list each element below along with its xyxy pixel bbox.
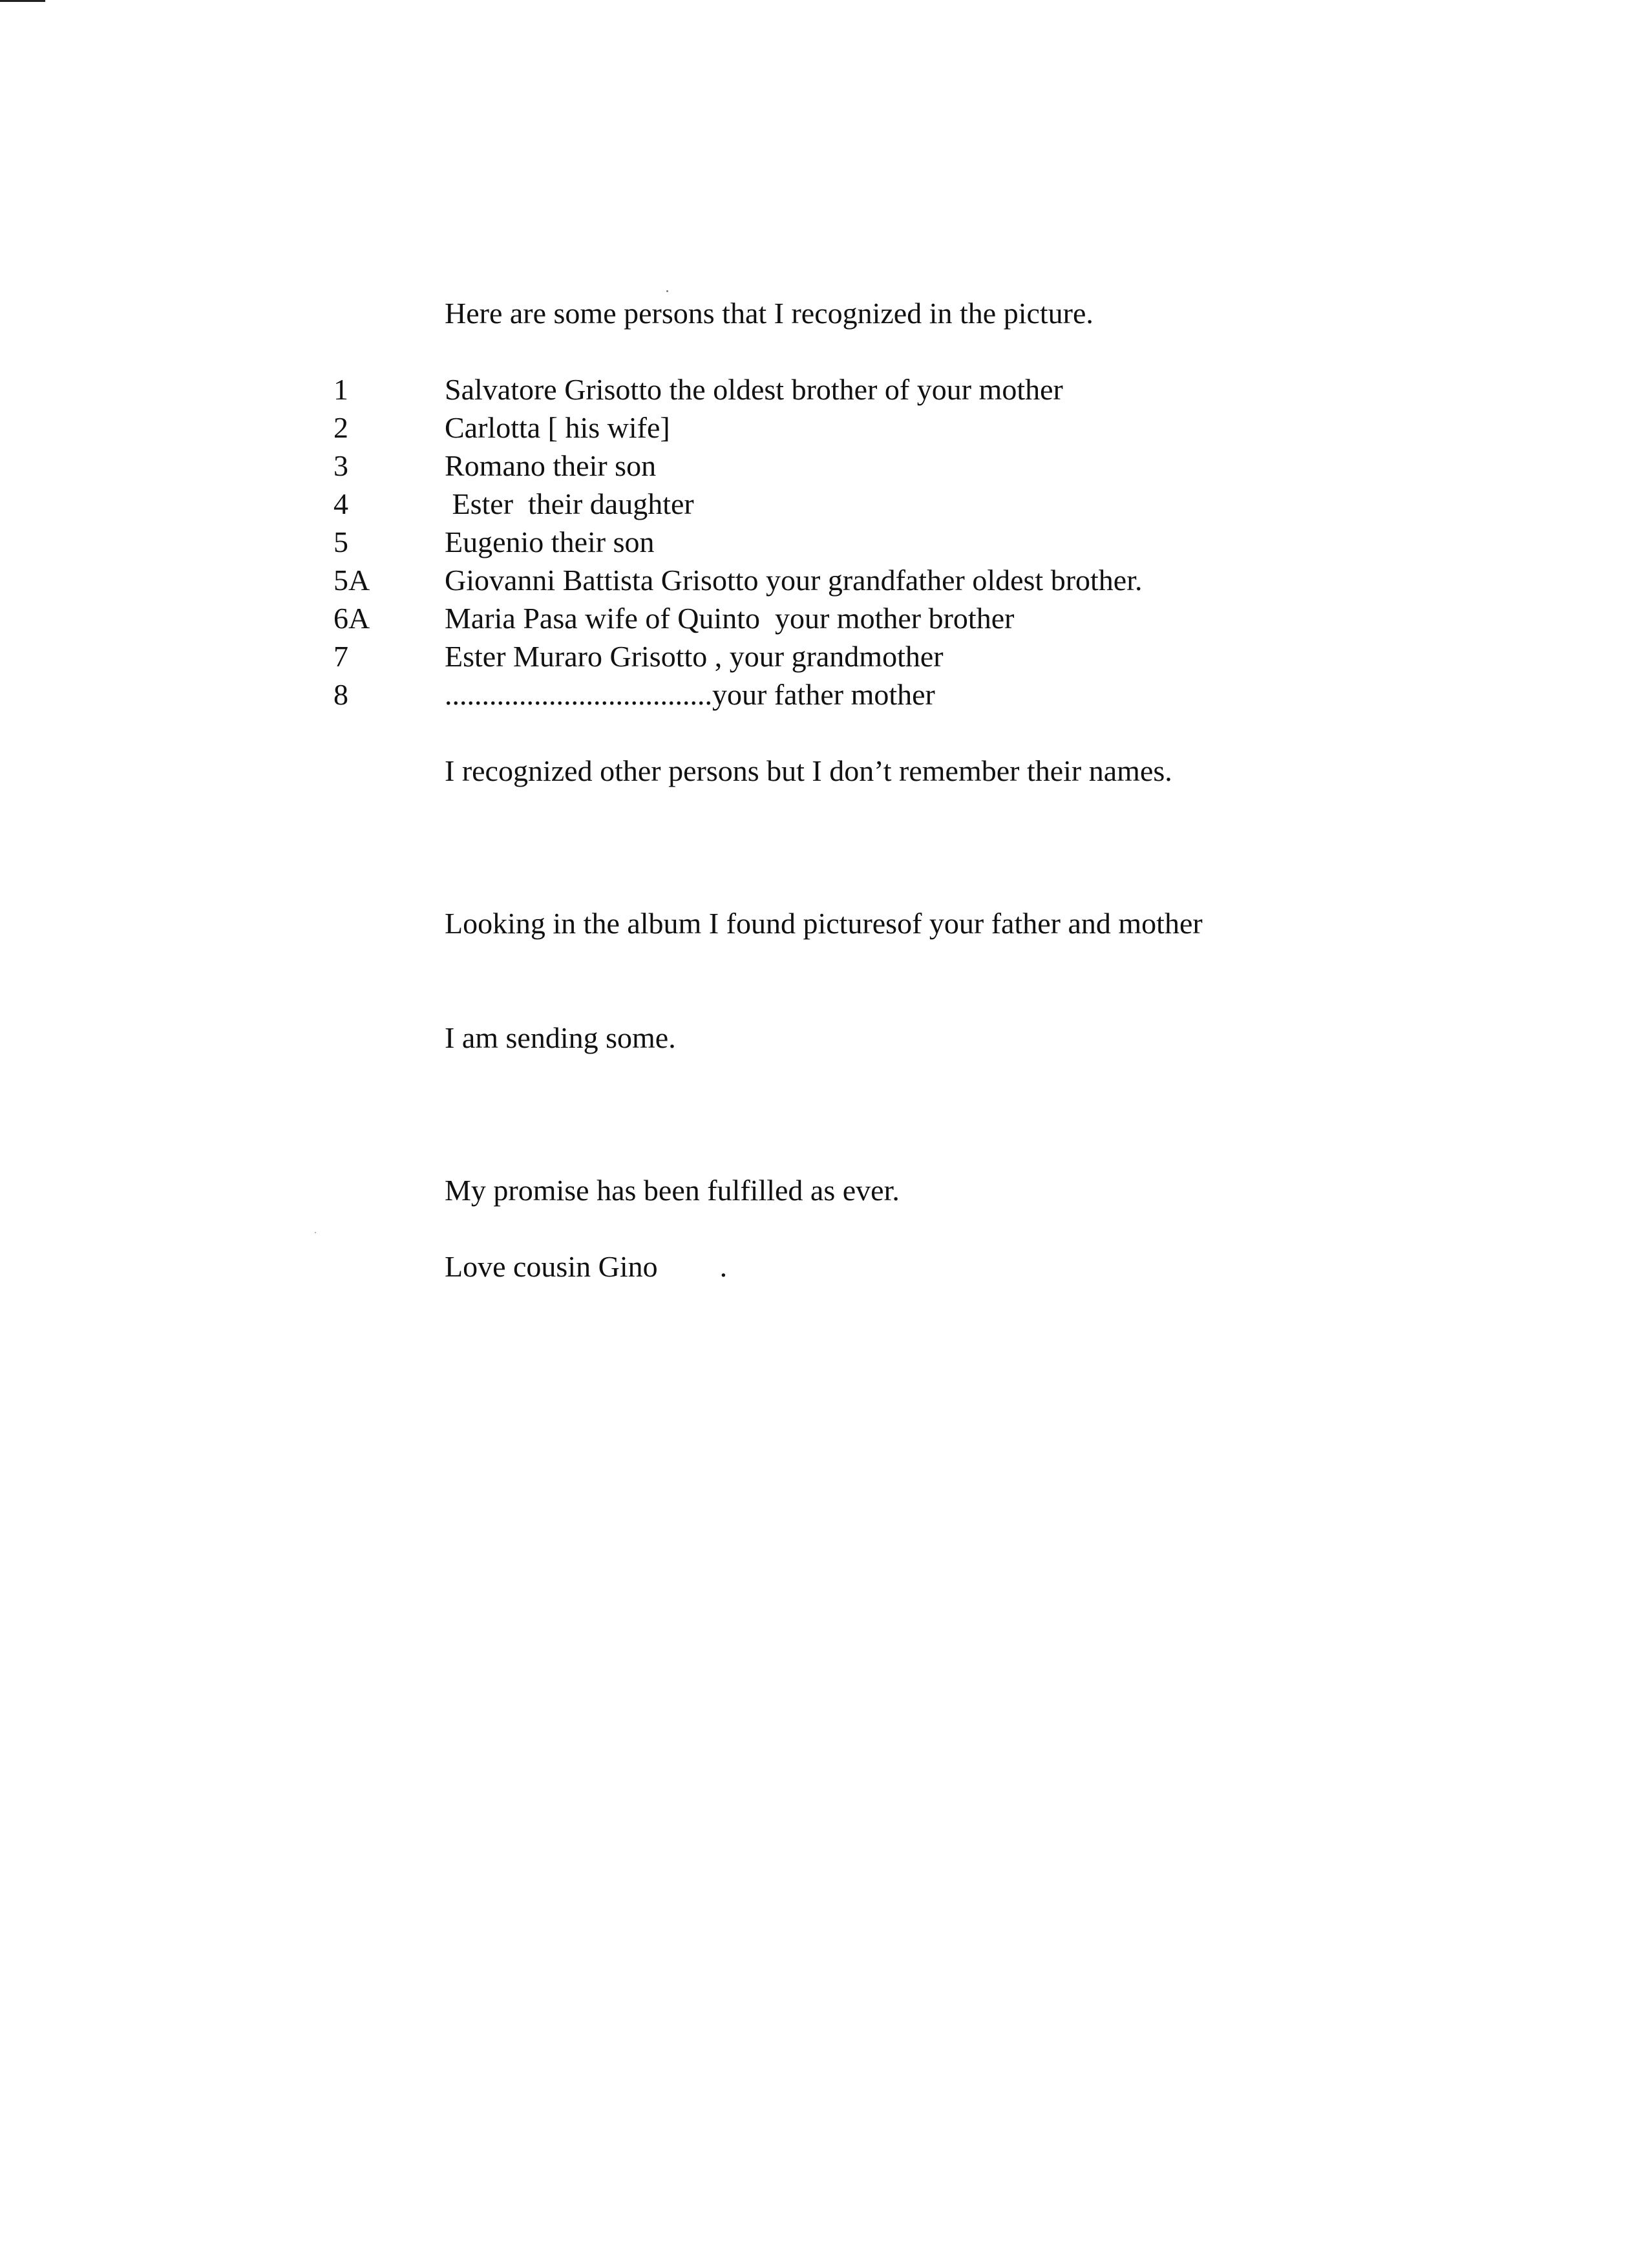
scan-speck — [666, 290, 668, 292]
list-item — [333, 675, 1368, 714]
scan-speck — [315, 1232, 316, 1233]
list-item-number: 7 — [333, 640, 348, 673]
other-persons-paragraph: I recognized other persons but I don’t remember their names. — [445, 754, 1172, 787]
list-item-text: ....................................your father mother — [445, 678, 935, 711]
list-item — [333, 370, 1368, 408]
promise-paragraph: My promise has been fulfilled as ever. — [445, 1174, 900, 1207]
list-item-number: 8 — [333, 678, 348, 711]
list-item-number: 1 — [333, 373, 348, 406]
list-item-number: 4 — [333, 487, 348, 520]
intro-paragraph: Here are some persons that I recognized in the picture. — [445, 297, 1093, 330]
list-item — [333, 599, 1368, 637]
album-paragraph-line: Looking in the album I found picturesof your father and mother — [445, 907, 1203, 940]
list-item-number: 5A — [333, 564, 370, 597]
list-item-text: Maria Pasa wife of Quinto your mother brother — [445, 602, 1015, 635]
list-item-number: 3 — [333, 449, 348, 482]
list-item-number: 5 — [333, 525, 348, 558]
list-item-text: Eugenio their son — [445, 525, 655, 558]
album-paragraph — [333, 828, 1368, 1133]
list-item-number: 6A — [333, 602, 370, 635]
list-item-text: Giovanni Battista Grisotto your grandfather oldest brother. — [445, 564, 1143, 597]
list-item-text: Romano their son — [445, 449, 657, 482]
list-item — [333, 561, 1368, 599]
album-paragraph-line: I am sending some. — [445, 1021, 676, 1054]
list-item-text: Carlotta [ his wife] — [445, 411, 670, 444]
list-item — [333, 637, 1368, 675]
closing-signature — [333, 1247, 1368, 1286]
recognized-persons-list — [333, 370, 1368, 714]
list-item — [333, 408, 1368, 447]
list-item-number: 2 — [333, 411, 348, 444]
letter-body — [333, 294, 1368, 1324]
list-item-text: Ester Muraro Grisotto , your grandmother — [445, 640, 944, 673]
closing-text: Love cousin Gino — [445, 1250, 658, 1283]
scan-edge-mark — [0, 0, 45, 2]
list-item — [333, 523, 1368, 561]
list-item-text: Salvatore Grisotto the oldest brother of your mother — [445, 373, 1063, 406]
closing-mark: . — [719, 1250, 728, 1283]
list-item-text: Ester their daughter — [445, 487, 694, 520]
list-item — [333, 447, 1368, 485]
list-item — [333, 485, 1368, 523]
